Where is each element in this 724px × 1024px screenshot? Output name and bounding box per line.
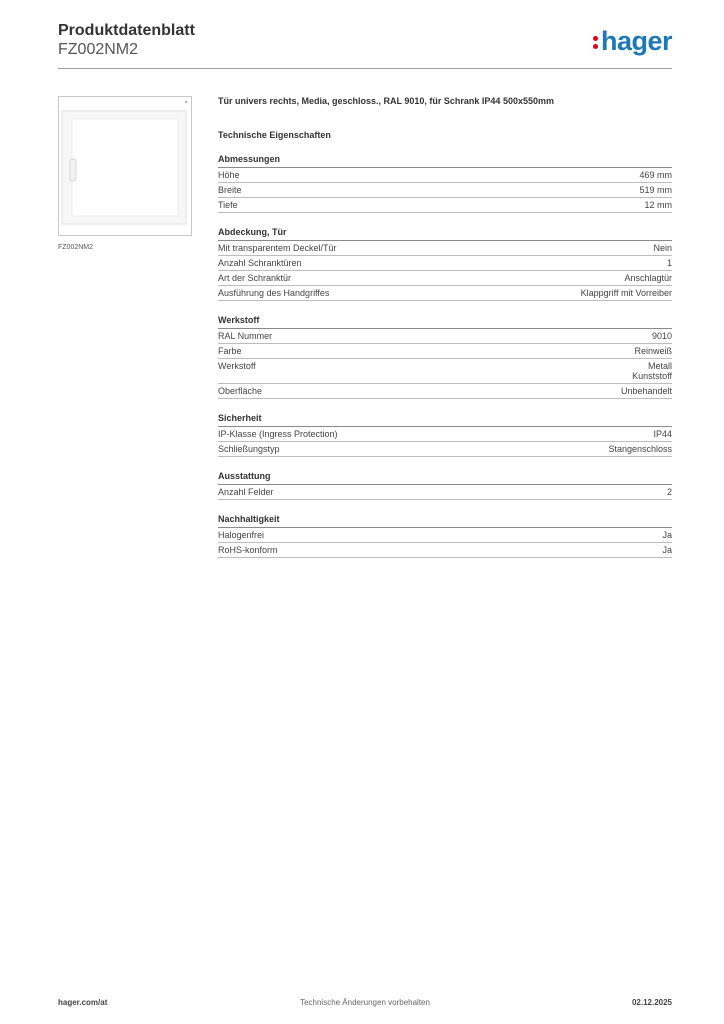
property-row xyxy=(218,344,672,359)
page-header xyxy=(58,20,672,70)
product-description: Tür univers rechts, Media, geschloss., RAL 9010, für Schrank IP44 500x550mm xyxy=(218,96,554,106)
property-section xyxy=(218,227,672,301)
section-title: Nachhaltigkeit xyxy=(218,514,672,528)
property-label: Ausführung des Handgriffes xyxy=(218,288,330,298)
property-label: Halogenfrei xyxy=(218,530,265,540)
property-sections xyxy=(218,154,672,558)
property-row xyxy=(218,183,672,198)
cabinet-door-image xyxy=(58,96,192,236)
property-value xyxy=(632,361,672,381)
property-value-line: 1 xyxy=(666,258,672,268)
property-value xyxy=(652,331,672,341)
property-section xyxy=(218,514,672,558)
property-value xyxy=(639,170,672,180)
property-value xyxy=(653,243,672,253)
property-label: IP-Klasse (Ingress Protection) xyxy=(218,429,338,439)
property-label: Höhe xyxy=(218,170,240,180)
property-value xyxy=(634,346,672,356)
property-value-line: Klappgriff mit Vorreiber xyxy=(580,288,672,298)
property-value-line: Metall xyxy=(647,361,672,371)
property-value-line: 2 xyxy=(666,487,672,497)
product-code: FZ002NM2 xyxy=(58,41,139,58)
property-value xyxy=(624,273,672,283)
property-value xyxy=(644,200,672,210)
property-row xyxy=(218,241,672,256)
property-section xyxy=(218,413,672,457)
property-label: Anzahl Felder xyxy=(218,487,274,497)
property-value-line: Nein xyxy=(653,243,672,253)
property-row xyxy=(218,427,672,442)
property-value-line: Ja xyxy=(662,545,672,555)
section-title: Sicherheit xyxy=(218,413,672,427)
property-value-line: Kunststoff xyxy=(632,371,672,381)
image-caption: FZ002NM2 xyxy=(58,244,94,251)
property-value-line: 12 mm xyxy=(644,200,672,210)
property-row xyxy=(218,271,672,286)
property-label: Farbe xyxy=(218,346,242,356)
property-section xyxy=(218,154,672,213)
property-label: Werkstoff xyxy=(218,361,256,371)
property-value xyxy=(608,444,672,454)
property-row xyxy=(218,329,672,344)
page-footer xyxy=(58,998,672,1010)
section-title: Ausstattung xyxy=(218,471,672,485)
property-row xyxy=(218,198,672,213)
property-row xyxy=(218,442,672,457)
property-value xyxy=(621,386,672,396)
property-value-line: Stangenschloss xyxy=(608,444,672,454)
property-value-line: 519 mm xyxy=(639,185,672,195)
section-title: Abmessungen xyxy=(218,154,672,168)
property-label: Breite xyxy=(218,185,242,195)
property-value-line: Ja xyxy=(662,530,672,540)
property-value-line: 9010 xyxy=(651,331,672,341)
footer-date: 02.12.2025 xyxy=(631,998,672,1007)
property-value xyxy=(581,288,672,298)
property-value-line: Unbehandelt xyxy=(620,386,672,396)
property-label: Anzahl Schranktüren xyxy=(218,258,302,268)
hager-logo xyxy=(593,26,672,57)
property-value-line: IP44 xyxy=(653,429,672,439)
property-label: Art der Schranktür xyxy=(218,273,292,283)
property-row xyxy=(218,359,672,384)
property-value-line: Anschlagtür xyxy=(624,273,672,283)
footer-website: hager.com/at xyxy=(58,998,108,1007)
property-row xyxy=(218,384,672,399)
section-title: Werkstoff xyxy=(218,315,672,329)
property-row xyxy=(218,528,672,543)
property-label: Schließungstyp xyxy=(218,444,280,454)
property-label: Mit transparentem Deckel/Tür xyxy=(218,243,337,253)
property-value xyxy=(667,258,672,268)
footer-notice: Technische Änderungen vorbehalten xyxy=(300,998,430,1007)
property-row xyxy=(218,168,672,183)
logo-dots-icon xyxy=(593,33,599,51)
property-value xyxy=(662,545,672,555)
property-label: Tiefe xyxy=(218,200,238,210)
property-row xyxy=(218,256,672,271)
property-row xyxy=(218,485,672,500)
logo-text: hager xyxy=(600,26,672,56)
document-title: Produktdatenblatt xyxy=(58,22,195,39)
property-row xyxy=(218,543,672,558)
property-value xyxy=(653,429,672,439)
property-value-line: Reinweiß xyxy=(634,346,672,356)
property-value xyxy=(662,530,672,540)
property-value xyxy=(667,487,672,497)
product-details xyxy=(218,96,672,558)
property-section xyxy=(218,315,672,399)
property-label: RAL Nummer xyxy=(218,331,273,341)
property-value-line: 469 mm xyxy=(639,170,672,180)
property-section xyxy=(218,471,672,500)
property-row xyxy=(218,286,672,301)
header-divider xyxy=(58,68,672,69)
property-value xyxy=(639,185,672,195)
property-label: RoHS-konform xyxy=(218,545,278,555)
section-title: Abdeckung, Tür xyxy=(218,227,672,241)
tech-properties-heading: Technische Eigenschaften xyxy=(218,130,331,140)
property-label: Oberfläche xyxy=(218,386,263,396)
